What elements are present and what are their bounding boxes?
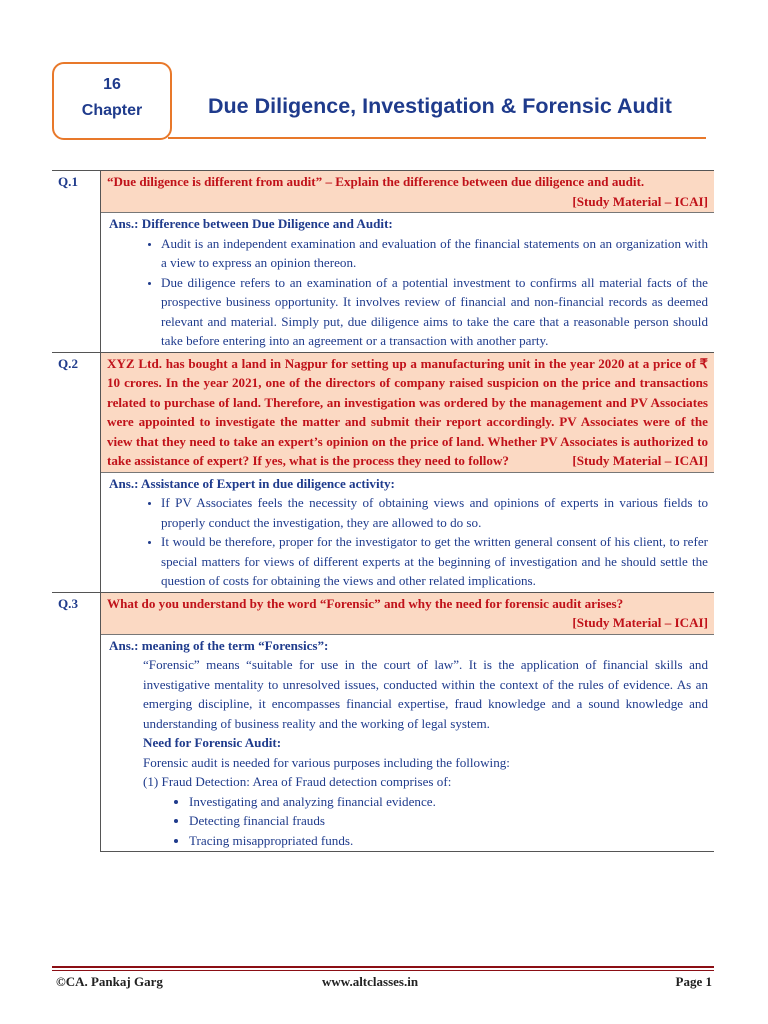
answer-cell bbox=[101, 472, 715, 592]
footer-divider-thin bbox=[52, 970, 714, 971]
question-text bbox=[101, 592, 715, 634]
list-item: • Detecting financial frauds bbox=[189, 811, 708, 831]
list-item: • Investigating and analyzing financial evidence. bbox=[189, 792, 708, 812]
answer-cell bbox=[101, 213, 715, 353]
answer-cell bbox=[101, 634, 715, 852]
question-body: What do you understand by the word “Forensic” and why the need for forensic audit arises? bbox=[107, 595, 624, 611]
question-row bbox=[52, 592, 714, 634]
list-item: • If PV Associates feels the necessity of obtaining views and opinions of experts in various fields to properly conduct the investigation, they are allowed to do so. bbox=[161, 493, 708, 532]
question-number: Q.1 bbox=[52, 171, 101, 353]
answer-row bbox=[52, 472, 714, 592]
answer-row bbox=[52, 634, 714, 852]
footer-website: www.altclasses.in bbox=[322, 974, 419, 989]
sub-list bbox=[107, 792, 708, 851]
title-divider bbox=[168, 137, 706, 139]
qa-table bbox=[52, 170, 714, 852]
list-item: • Tracing misappropriated funds. bbox=[189, 831, 708, 851]
question-text bbox=[101, 352, 715, 472]
answer-heading: Ans.: Assistance of Expert in due diligence activity: bbox=[109, 475, 395, 491]
question-body: XYZ Ltd. has bought a land in Nagpur for setting up a manufacturing unit in the year 2020 at a price of ₹ 10 crores. In the year 2021, one of the directors of company raised suspicion on the price and transactions related to purchase of land. Therefore, an investigation was ordered by the management and PV Associates were appointed to investigate the matter and submit their report accordingly. PV Associates were of the view that they need to take an expert’s opinion on the price of land. Whether PV Associates is authorized to take assistance of expert? If yes, what is the process they need to follow? bbox=[107, 355, 708, 468]
question-text bbox=[101, 171, 715, 213]
question-row bbox=[52, 352, 714, 472]
list-item: • It would be therefore, proper for the investigator to get the written general consent of his client, to refer special matters for views of different experts at the beginning of investigation and he should settle the question of costs for obtaining the views and other related implications. bbox=[161, 532, 708, 591]
list-item: • Due diligence refers to an examination of a potential investment to confirms all material facts of the prospective business opportunity. It involves review of financial and non-financial records as deemed relevant and material. Simply put, due diligence aims to take the care that a reasonable person should take before entering into an agreement or a transaction with another party. bbox=[161, 273, 708, 351]
answer-heading: Ans.: meaning of the term “Forensics”: bbox=[109, 637, 329, 653]
footer-author: ©CA. Pankaj Garg bbox=[56, 974, 163, 989]
page-title: Due Diligence, Investigation & Forensic Audit bbox=[208, 94, 672, 118]
answer-paragraph: “Forensic” means “suitable for use in the court of law”. It is the application of financial skills and investigative mentality to unresolved issues, conducted within the context of the rules of evidence. As an emerging discipline, it encompasses financial expertise, fraud knowledge and a sound knowledge and understanding of business reality and the working of legal system. bbox=[143, 657, 708, 731]
question-body: “Due diligence is different from audit” – Explain the difference between due diligence and audit. bbox=[107, 174, 645, 189]
chapter-label: Chapter bbox=[81, 102, 143, 119]
intro-text: Forensic audit is needed for various purposes including the following: bbox=[143, 754, 510, 770]
question-row bbox=[52, 171, 714, 213]
numbered-item: (1) Fraud Detection: Area of Fraud detection comprises of: bbox=[143, 774, 452, 789]
question-reference: [Study Material – ICAI] bbox=[572, 193, 708, 209]
footer-divider bbox=[52, 966, 714, 968]
answer-heading: Ans.: Difference between Due Diligence and Audit: bbox=[109, 216, 393, 231]
answer-list bbox=[107, 493, 708, 591]
question-reference: [Study Material – ICAI] bbox=[572, 453, 708, 468]
answer-row bbox=[52, 213, 714, 353]
list-item: • Audit is an independent examination and evaluation of the financial statements on an organization with a view to express an opinion thereon. bbox=[161, 234, 708, 273]
question-reference: [Study Material – ICAI] bbox=[572, 615, 708, 630]
answer-list bbox=[107, 234, 708, 351]
chapter-badge bbox=[52, 62, 172, 140]
sub-heading: Need for Forensic Audit: bbox=[143, 735, 282, 750]
footer-page-number: Page 1 bbox=[675, 974, 712, 989]
chapter-number: 16 bbox=[103, 76, 121, 93]
question-number: Q.2 bbox=[52, 352, 101, 592]
question-number: Q.3 bbox=[52, 592, 101, 852]
